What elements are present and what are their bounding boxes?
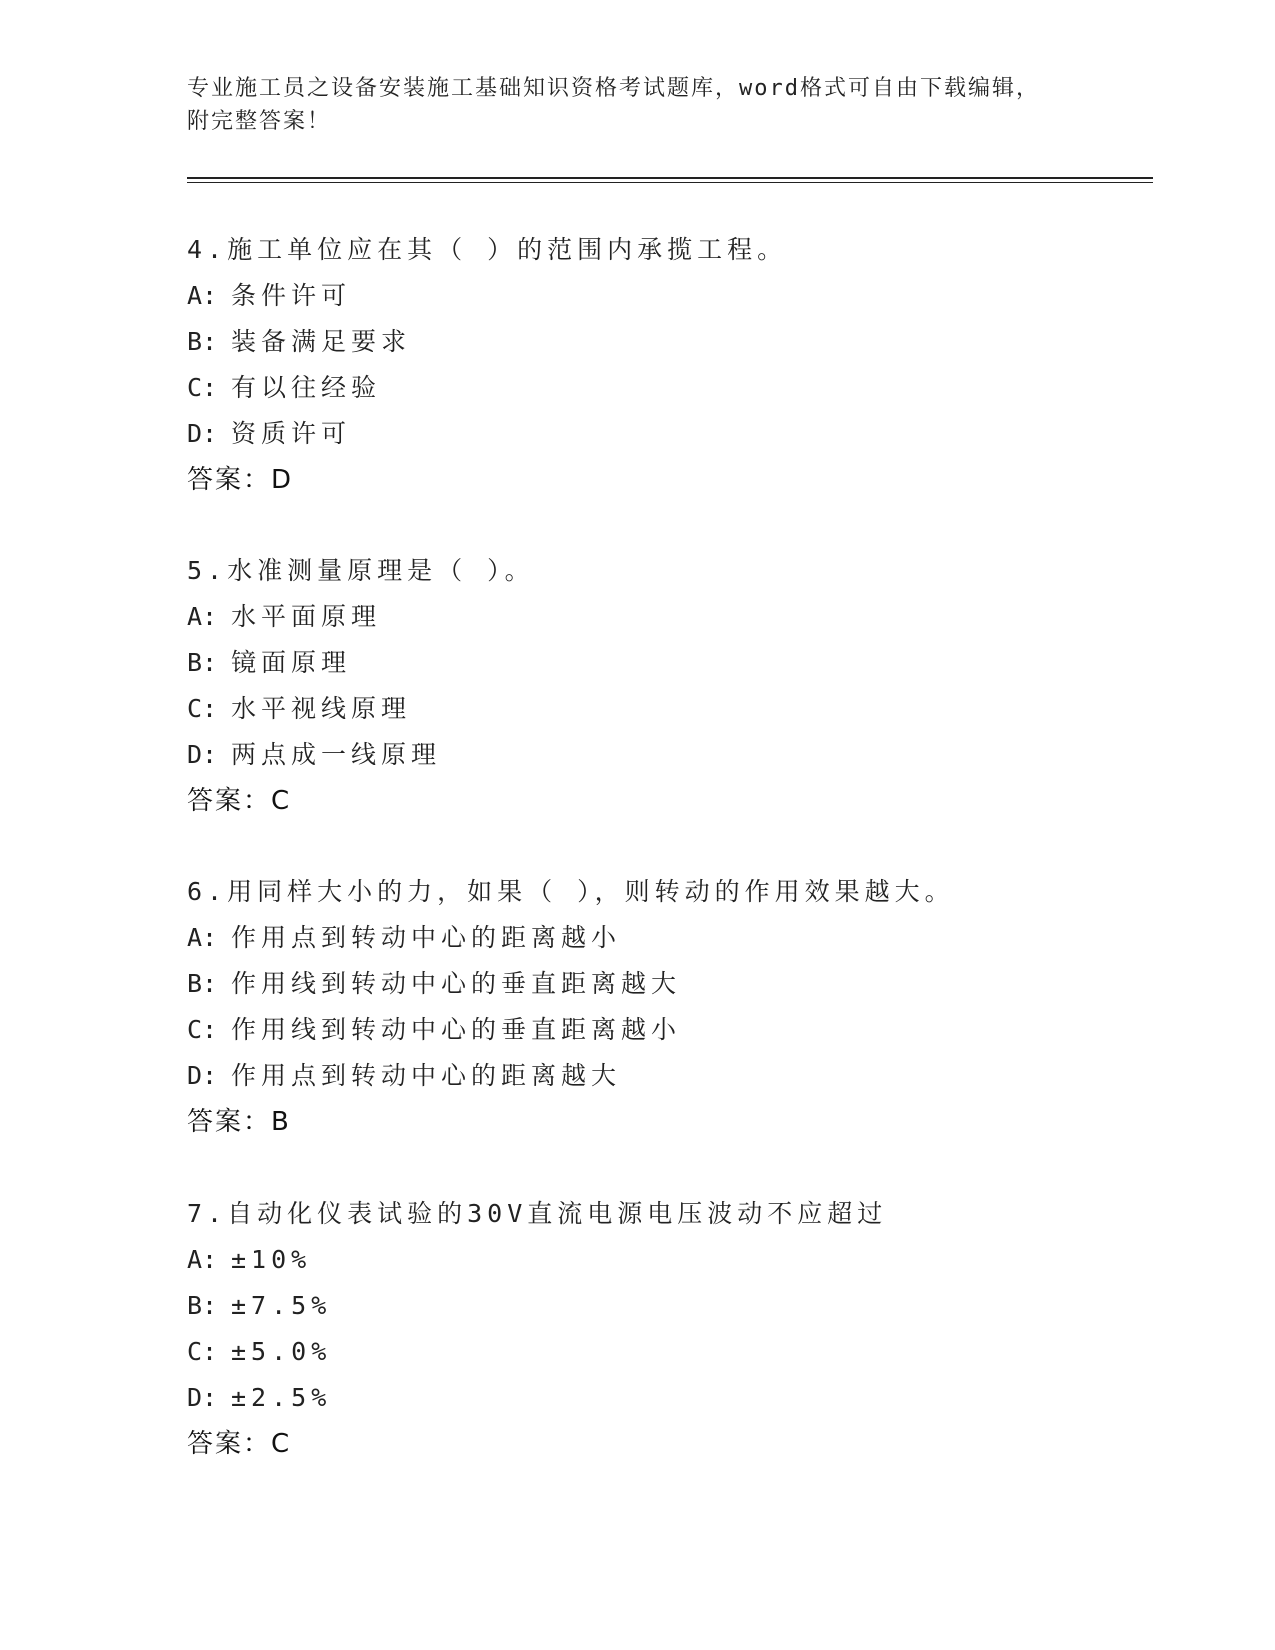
- option-a: [187, 915, 1187, 961]
- option-text: 条件许可: [231, 281, 352, 310]
- option-letter: A:: [187, 1245, 218, 1274]
- option-text: 水平视线原理: [231, 694, 412, 723]
- option-text: 装备满足要求: [231, 327, 412, 356]
- question-5: [187, 548, 1187, 824]
- option-letter: C:: [187, 1015, 218, 1044]
- question-7: [187, 1191, 1187, 1467]
- option-d: [187, 1375, 1187, 1421]
- option-letter: A:: [187, 281, 218, 310]
- option-letter: B:: [187, 969, 218, 998]
- question-text: 5.水准测量原理是（ ）。: [187, 556, 535, 585]
- option-text: 镜面原理: [231, 648, 352, 677]
- document-header: [187, 72, 1087, 138]
- option-text: ±7.5%: [231, 1291, 332, 1320]
- option-letter: D:: [187, 419, 218, 448]
- option-c: [187, 365, 1187, 411]
- option-d: [187, 1053, 1187, 1099]
- question-text: 4.施工单位应在其（ ）的范围内承揽工程。: [187, 235, 788, 264]
- option-a: [187, 594, 1187, 640]
- answer-line: 答案：C: [187, 786, 292, 816]
- option-text: 作用线到转动中心的垂直距离越大: [231, 969, 682, 998]
- option-text: 作用线到转动中心的垂直距离越小: [231, 1015, 682, 1044]
- option-a: [187, 273, 1187, 319]
- answer-line: 答案：D: [187, 465, 294, 495]
- option-text: 作用点到转动中心的距离越大: [231, 1061, 622, 1090]
- answer-line: 答案：B: [187, 1107, 291, 1137]
- option-d: [187, 411, 1187, 457]
- question-text: 7.自动化仪表试验的30V直流电源电压波动不应超过: [187, 1199, 888, 1228]
- option-letter: C:: [187, 1337, 218, 1366]
- question-4: [187, 227, 1187, 503]
- option-letter: A:: [187, 923, 218, 952]
- option-letter: D:: [187, 1061, 218, 1090]
- option-letter: B:: [187, 1291, 218, 1320]
- option-letter: C:: [187, 373, 218, 402]
- header-divider-thin: [187, 182, 1153, 183]
- header-divider-thick: [187, 177, 1153, 179]
- option-d: [187, 732, 1187, 778]
- option-text: 水平面原理: [231, 602, 382, 631]
- option-letter: B:: [187, 327, 218, 356]
- option-b: [187, 319, 1187, 365]
- option-text: 两点成一线原理: [231, 740, 442, 769]
- option-letter: D:: [187, 740, 218, 769]
- option-a: [187, 1237, 1187, 1283]
- option-text: 有以往经验: [231, 373, 382, 402]
- option-text: ±5.0%: [231, 1337, 332, 1366]
- option-c: [187, 1329, 1187, 1375]
- question-6: [187, 869, 1187, 1145]
- option-text: 资质许可: [231, 419, 352, 448]
- option-letter: C:: [187, 694, 218, 723]
- option-text: ±10%: [231, 1245, 312, 1274]
- header-line-1: 专业施工员之设备安装施工基础知识资格考试题库，word格式可自由下载编辑，: [187, 76, 1040, 101]
- option-c: [187, 1007, 1187, 1053]
- header-line-2: 附完整答案！: [187, 109, 332, 134]
- answer-line: 答案：C: [187, 1429, 292, 1459]
- option-c: [187, 686, 1187, 732]
- option-b: [187, 640, 1187, 686]
- option-letter: D:: [187, 1383, 218, 1412]
- option-b: [187, 1283, 1187, 1329]
- option-text: ±2.5%: [231, 1383, 332, 1412]
- option-b: [187, 961, 1187, 1007]
- option-letter: B:: [187, 648, 218, 677]
- option-letter: A:: [187, 602, 218, 631]
- option-text: 作用点到转动中心的距离越小: [231, 923, 622, 952]
- question-text: 6.用同样大小的力，如果（ ），则转动的作用效果越大。: [187, 877, 955, 906]
